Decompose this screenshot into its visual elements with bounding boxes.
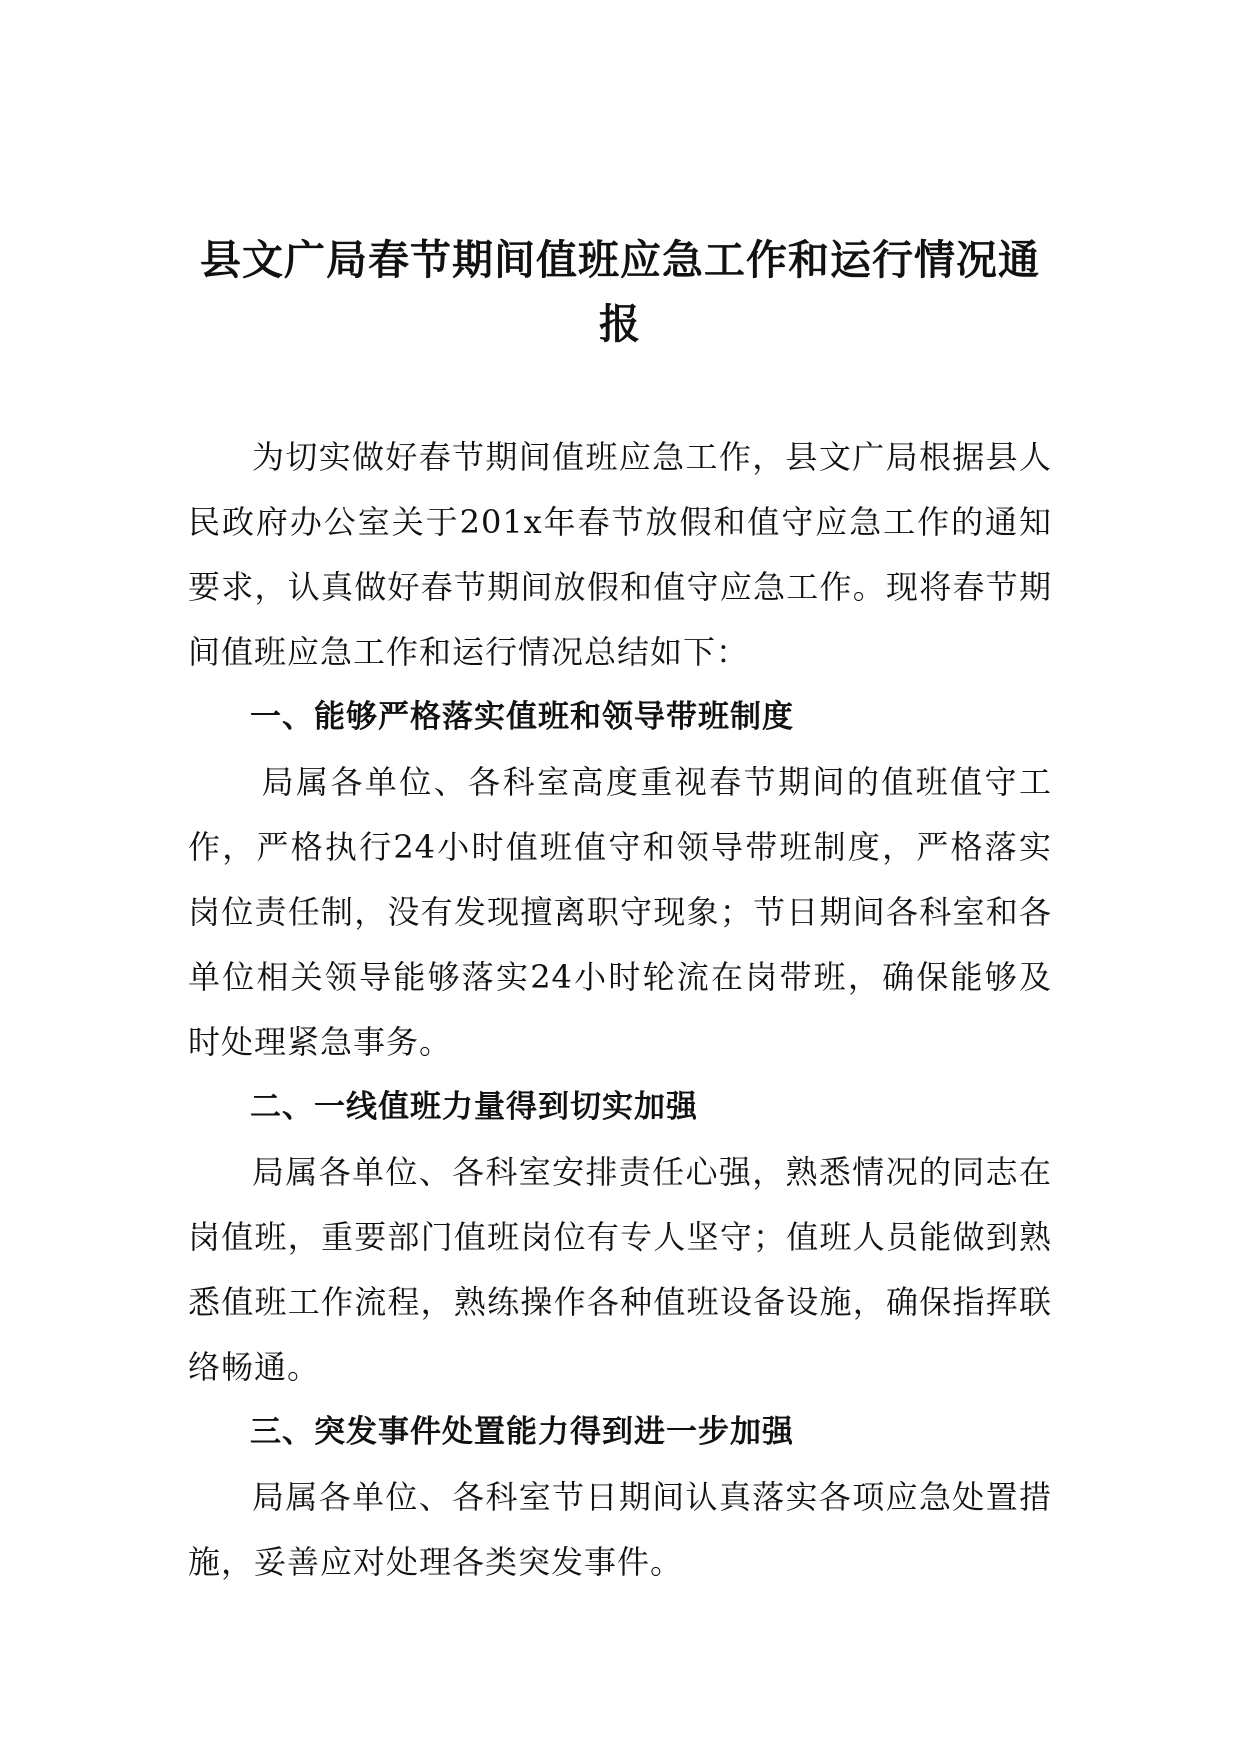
- document-body: [188, 425, 1052, 1595]
- section-body-3: 局属各单位、各科室节日期间认真落实各项应急处置措施，妥善应对处理各类突发事件。: [188, 1478, 1052, 1581]
- section-body-1: 局属各单位、各科室高度重视春节期间的值班值守工作，严格执行24小时值班值守和领导带班制度，严格落实岗位责任制，没有发现擅离职守现象；节日期间各科室和各单位相关领导能够落实24小时轮流在岗带班，确保能够及时处理紧急事务。: [188, 763, 1052, 1061]
- section-body-2: 局属各单位、各科室安排责任心强，熟悉情况的同志在岗值班，重要部门值班岗位有专人坚守；值班人员能做到熟悉值班工作流程，熟练操作各种值班设备设施，确保指挥联络畅通。: [188, 1153, 1052, 1386]
- section-heading-2: 二、一线值班力量得到切实加强: [250, 1089, 698, 1125]
- document-title: 县文广局春节期间值班应急工作和运行情况通报: [200, 236, 1040, 348]
- intro-paragraph: 为切实做好春节期间值班应急工作，县文广局根据县人民政府办公室关于201x年春节放假和值守应急工作的通知要求，认真做好春节期间放假和值守应急工作。现将春节期间值班应急工作和运行情况总结如下：: [188, 438, 1052, 671]
- section-heading-3: 三、突发事件处置能力得到进一步加强: [250, 1414, 794, 1450]
- section-heading-1: 一、能够严格落实值班和领导带班制度: [250, 699, 794, 735]
